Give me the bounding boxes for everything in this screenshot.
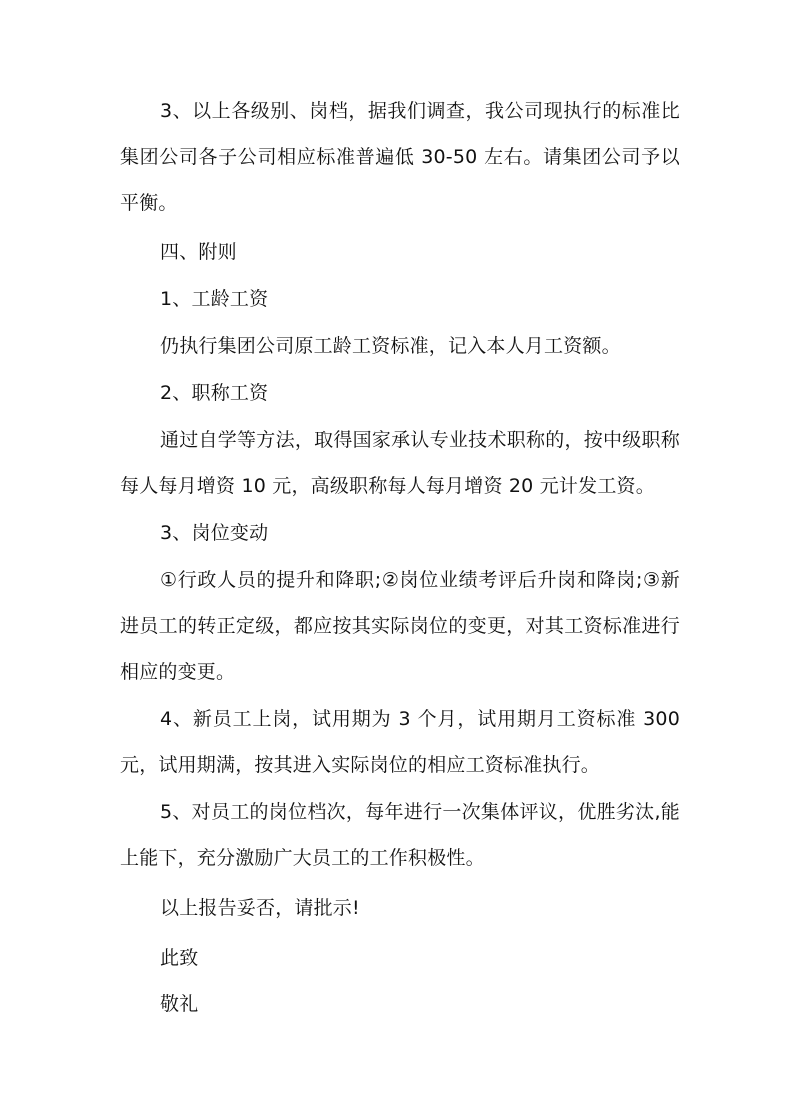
- paragraph-position-change: ①行政人员的提升和降职;②岗位业绩考评后升岗和降岗;③新进员工的转正定级，都应按其实际岗位的变更，对其工资标准进行相应的变更。: [120, 569, 680, 683]
- subheading-title-pay: 2、职称工资: [160, 382, 269, 404]
- closing-salutation: 此致: [160, 947, 199, 969]
- paragraph-probation: 4、新员工上岗，试用期为 3 个月，试用期月工资标准 300 元，试用期满，按其进入实际岗位的相应工资标准执行。: [120, 708, 680, 776]
- document-body: [120, 88, 680, 1027]
- subheading-seniority-pay: 1、工龄工资: [160, 288, 269, 310]
- paragraph-annual-review: 5、对员工的岗位档次，每年进行一次集体评议，优胜劣汰,能上能下，充分激励广大员工的工作积极性。: [120, 801, 680, 869]
- closing-regards: 敬礼: [160, 993, 199, 1015]
- heading-appendix: 四、附则: [160, 241, 237, 263]
- paragraph-salary-comparison: 3、以上各级别、岗档，据我们调查，我公司现执行的标准比集团公司各子公司相应标准普遍低 30-50 左右。请集团公司予以平衡。: [120, 100, 680, 214]
- paragraph-title-pay: 通过自学等方法，取得国家承认专业技术职称的，按中级职称每人每月增资 10 元，高级职称每人每月增资 20 元计发工资。: [120, 429, 680, 497]
- paragraph-request-approval: 以上报告妥否，请批示!: [160, 897, 360, 919]
- paragraph-seniority-pay: 仍执行集团公司原工龄工资标准，记入本人月工资额。: [160, 335, 621, 357]
- subheading-position-change: 3、岗位变动: [160, 522, 269, 544]
